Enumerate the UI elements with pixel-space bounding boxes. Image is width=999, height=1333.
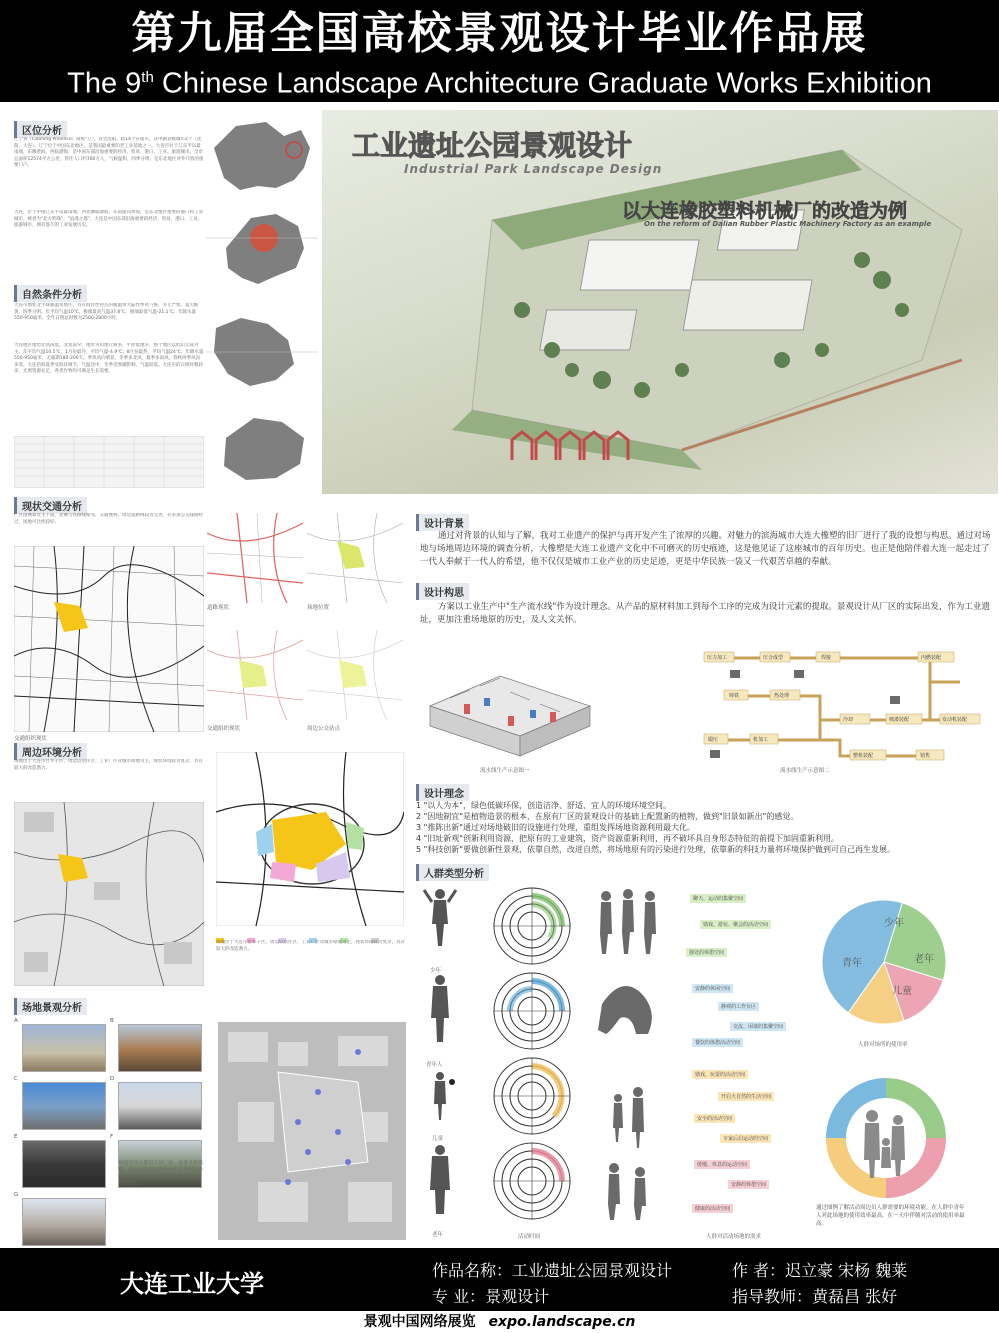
flow-node-3: 内燃装配 [921,655,942,661]
section-location: 区位分析 [14,121,67,138]
school-name: 大连工业大学 [120,1270,264,1298]
credit-cn: 景观中国网络展览 [363,1314,476,1330]
pie-label-youth: 少年 [884,918,904,929]
need-blue-2: 交流、闲谈的集聚空间 [730,1022,786,1031]
site-photo-b [118,1024,202,1072]
section-concept: 设计构思 [416,583,469,600]
family-ring-diagram [822,1074,950,1202]
need-orange-0: 嬉戏、玩耍的活动空间 [692,1070,748,1079]
person-silhouettes [420,884,460,1220]
pie-caption: 人群对场所的使用率 [858,1042,908,1048]
section-site: 场地景观分析 [14,998,87,1015]
authors: 作 者：迟立豪 宋杨 魏莱 [732,1261,908,1280]
person-label-young-adult: 青年人 [426,1062,443,1068]
photo-label-e: E [14,1134,18,1140]
concept-caption-1: 流水线生产示意图一 [480,768,530,774]
site-photo-a [22,1024,106,1072]
traffic-map-large [14,546,204,732]
site-photo-grid [14,1018,209,1248]
flow-node-19: 销售 [920,753,931,759]
site-aerial-map [218,1022,406,1240]
photo-label-f: F [110,1134,114,1140]
flow-node-13: 冷却 [843,717,854,723]
surround-map-large [14,802,204,986]
footer-credit [0,1311,999,1333]
location-maps [206,118,318,494]
flow-node-6: 锻压 [708,737,719,743]
exhibition-title-cn: 第九届全国高校景观设计毕业作品展 [131,8,868,59]
traffic-text: 厂区南侧靠近主干道，北侧与铁路线相邻，交通便利。周边道路网较为完善，有多条公交线路经过，场地可达性较好。 [14,513,203,525]
pie-label-elder: 老年 [914,954,934,965]
site-photo-d [118,1082,202,1130]
section-nature: 自然条件分析 [14,285,87,302]
location-text-2: 大连，位于中国辽东半岛最南端，西北濒临渤海，东南面向黄海，是东北地区重要的港口和工业城市，被誉为"北方明珠"、"浪漫之都"。大连是中国东部沿海重要的经济、贸易、港口、工业、旅游城市，拥有悠久的工业发展历史。 [14,210,203,228]
photo-label-c: C [14,1076,18,1082]
people-need-caption: 人群对活动场地的需求 [706,1234,762,1240]
need-pink-0: 缓慢、休息的运动空间 [694,1160,750,1169]
flow-node-14: 喷漆装配 [889,717,910,723]
credit-url[interactable]: expo.landscape.cn [488,1314,636,1330]
hero-tagline: 以大连橡胶塑料机械厂的改造为例 [622,200,908,222]
idea-4: 4 "旧址新观"创新利用资源，把原有的工业建筑，资产资源重新利用，再不破坏具自身形态特征的前提下加固重新利用。 [416,834,839,843]
caption-bus: 周边公交站点 [307,726,341,732]
production-flowchart [690,640,990,764]
traffic-map-road [207,513,303,603]
photo-label-d: D [110,1076,115,1082]
section-traffic: 现状交通分析 [14,497,87,514]
need-orange-2: 安全的活动空间 [694,1114,735,1123]
background-text: 通过对背景的认知与了解，我对工业遗产的保护与再开发产生了浓厚的兴趣。对魅力的滨海城市大连大橡塑的旧厂进行了我的设想与构思。通过对场地与场地周边环境的调查分析，大橡塑是大连工业遗产文化中不可磨灭的历史痕迹，这是他见证了这座城市的百年历史。也正是他陪伴着大连一起走过了一代人奉献于一代人的希望，他不仅仅是城市工业产业的历史足迹，更是中华民族一袋又一代艰苦卓越的奉献。 [420,531,991,567]
zoning-legend [216,928,404,936]
photo-label-g: G [14,1192,19,1198]
concept-caption-2: 流水线生产示意图二 [780,768,830,774]
site-photo-e [22,1140,106,1188]
major: 专 业：景观设计 [432,1287,550,1306]
traffic-map-org [207,630,303,720]
site-text: 场地现存大量的工业厂房、设备及构筑物，具有较高的历史价值和景观利用价值，是20世纪70年代至80年代的工业建筑代表。 [118,1160,204,1187]
flow-node-4: 铸铁 [729,693,740,699]
need-green-2: 独处的休憩空间 [686,948,727,957]
need-blue-1: 静观的工作台区 [718,1002,759,1011]
idea-1: 1 "以人为本"，绿色低碳环保，创造洁净、舒适、宜人的环境环境空间。 [416,801,671,810]
flow-node-15: 发动机装配 [942,717,968,723]
flow-node-0: 压力加工 [707,655,728,661]
need-green-0: 聊天、运动的集聚空间 [690,894,746,903]
caption-site: 场地位置 [307,605,330,611]
nature-text: 大连市地处北半球暖温带地区，具有海洋性特点的暖温带大陆性季风气候，冬无严寒，夏无酷暑，四季分明。年平均气温10℃，极端最高气温37.8℃，极端最低气温-21.1℃。年降水量550-950毫米，全年日照总时数为2500-2800小时。 [14,303,199,321]
pie-label-child: 儿童 [892,986,912,997]
photo-label-b: B [110,1018,114,1024]
flow-node-16: 整机装配 [853,753,874,759]
person-label-child: 儿童 [432,1136,444,1142]
section-background: 设计背景 [416,514,469,531]
need-pink-2: 健康的活动空间 [692,1204,733,1213]
surround-text: 场地位于大连市甘井子区，周边以居住区、工业厂区及城市绿地为主，现状环境较为复杂，具有较大的改造潜力。 [14,759,203,771]
traffic-map-bus [307,630,403,720]
usage-pie-chart [818,896,950,1028]
need-blue-0: 安静的休闲空间 [692,984,733,993]
person-label-elder: 老年 [432,1232,444,1238]
idea-5: 5 "科技创新"要做创新性景观，依靠自然，改进自然，将场地原有的污染进行处理，依靠新的科技力量将环境保护做到可自己再生发展。 [416,845,895,854]
idea-3: 3 "推陈出新"通过对场地破旧的设施进行处理，重组发挥场地资源利用最大化。 [416,823,695,832]
caption-road: 道路现状 [207,605,230,611]
nature-text-2: 大连地区地势北高南低，北宽南窄；地形为山地丘陵多，平原低地少，整个地区以低山丘陵为主。年平均气温10.5℃，1月份最冷，平均气温-4.9℃；8月份最热，平均气温24℃。年降水量550-950毫米，无霜期180-200天。季风风向明显，冬季多北风，夏季多南风，春秋两季风向多变。大连沿海夏季受海洋调节，气温适中，冬季受寒潮影响，气温较低。大连市的日照时数较多，光照资源充足，各类作物均可满足生长需要。 [14,343,204,374]
need-orange-3: 专家后启运动的空间 [720,1134,771,1143]
pie2-caption: 通过图例了解活动周边员人群需要的环境功能，在人群中青年人对此场地的使用效率最高，在一天中伴随对活动的使用率最高。 [816,1205,965,1227]
traffic-map-caption: 交通组织现状 [14,736,48,742]
section-idea: 设计理念 [416,784,469,801]
pie-label-adult: 青年 [842,958,862,969]
need-green-1: 嬉戏、游玩、聚会的活动空间 [700,920,771,929]
flow-node-7: 机加工 [753,737,769,743]
hero-rendering [322,110,998,494]
advisors: 指导教师：黄磊昌 张好 [732,1287,898,1306]
idea-2: 2 "因地制宜"是植物造景的根本，在原有厂区的景观设计的基础上配置新的植物，做到"旧景如新出"的感觉。 [416,812,799,821]
flow-node-1: 压合成型 [763,655,784,661]
caption-org: 交通组织现状 [207,726,241,732]
bottom-banner [0,1248,999,1311]
photo-label-a: A [14,1018,18,1024]
top-banner [0,0,999,102]
need-pink-1: 安静的休憩空间 [728,1180,769,1189]
activity-ring-charts [484,884,580,1224]
surround-map-zoning [216,752,404,926]
factory-line-diagram [420,636,596,764]
section-crowd: 人群类型分析 [416,864,489,881]
climate-table [14,436,204,488]
ring-caption: 活动时间 [518,1234,541,1240]
section-surround: 周边环境分析 [14,743,87,760]
traffic-map-site [307,513,403,603]
hero-subtitle-en: Industrial Park Landscape Design [404,162,663,176]
site-photo-c [22,1082,106,1130]
hero-tagline-en: On the reform of Dalian Rubber Plastic Machinery Factory as an example [644,220,932,228]
person-label-youth: 少年 [430,968,442,974]
activity-silhouettes [592,884,664,1224]
location-text: 辽宁省（Liaoning Province）简称"辽"，省会沈阳。辖14个省辖市，其中副省级城市2个（沈阳、大连）。辽宁位于中国东北地区，是我国最重要的老工业基地之一。大连市位于辽东半岛最南端，东濒黄海，西临渤海，是中国东部沿海重要的经济、贸易、港口、工业、旅游城市。全市总面积12574平方公里，常住人口约700万人，气候温和，四季分明，是东北地区对外开放的重要门户。 [14,137,204,168]
hero-title: 工业遗址公园景观设计 [352,129,633,162]
surround-text-2: 场地位于大连市甘井子区，周边以居住区、工业厂区及城市绿地为主，现状环境较为复杂，具有较大的改造潜力。 [216,940,405,952]
flow-node-2: 焊接 [821,655,832,661]
need-blue-3: 餐饮的体憩活动空间 [692,1038,743,1047]
flow-node-5: 热处理 [774,693,790,699]
site-photo-g [22,1198,106,1246]
need-orange-1: 开启大自然的生活空间 [718,1092,774,1101]
work-name: 作品名称：工业遗址公园景观设计 [432,1261,673,1280]
concept-text: 方案以工业生产中"生产流水线"作为设计理念。从产品的原材料加工到每个工序的完成为设计元素的提取。景观设计从厂区的实际出发，作为工业遗址，更加注重场地原的历史，及人文关怀。 [420,602,990,625]
exhibition-title-en: The 9th Chinese Landscape Architecture Graduate Works Exhibition [67,67,932,100]
